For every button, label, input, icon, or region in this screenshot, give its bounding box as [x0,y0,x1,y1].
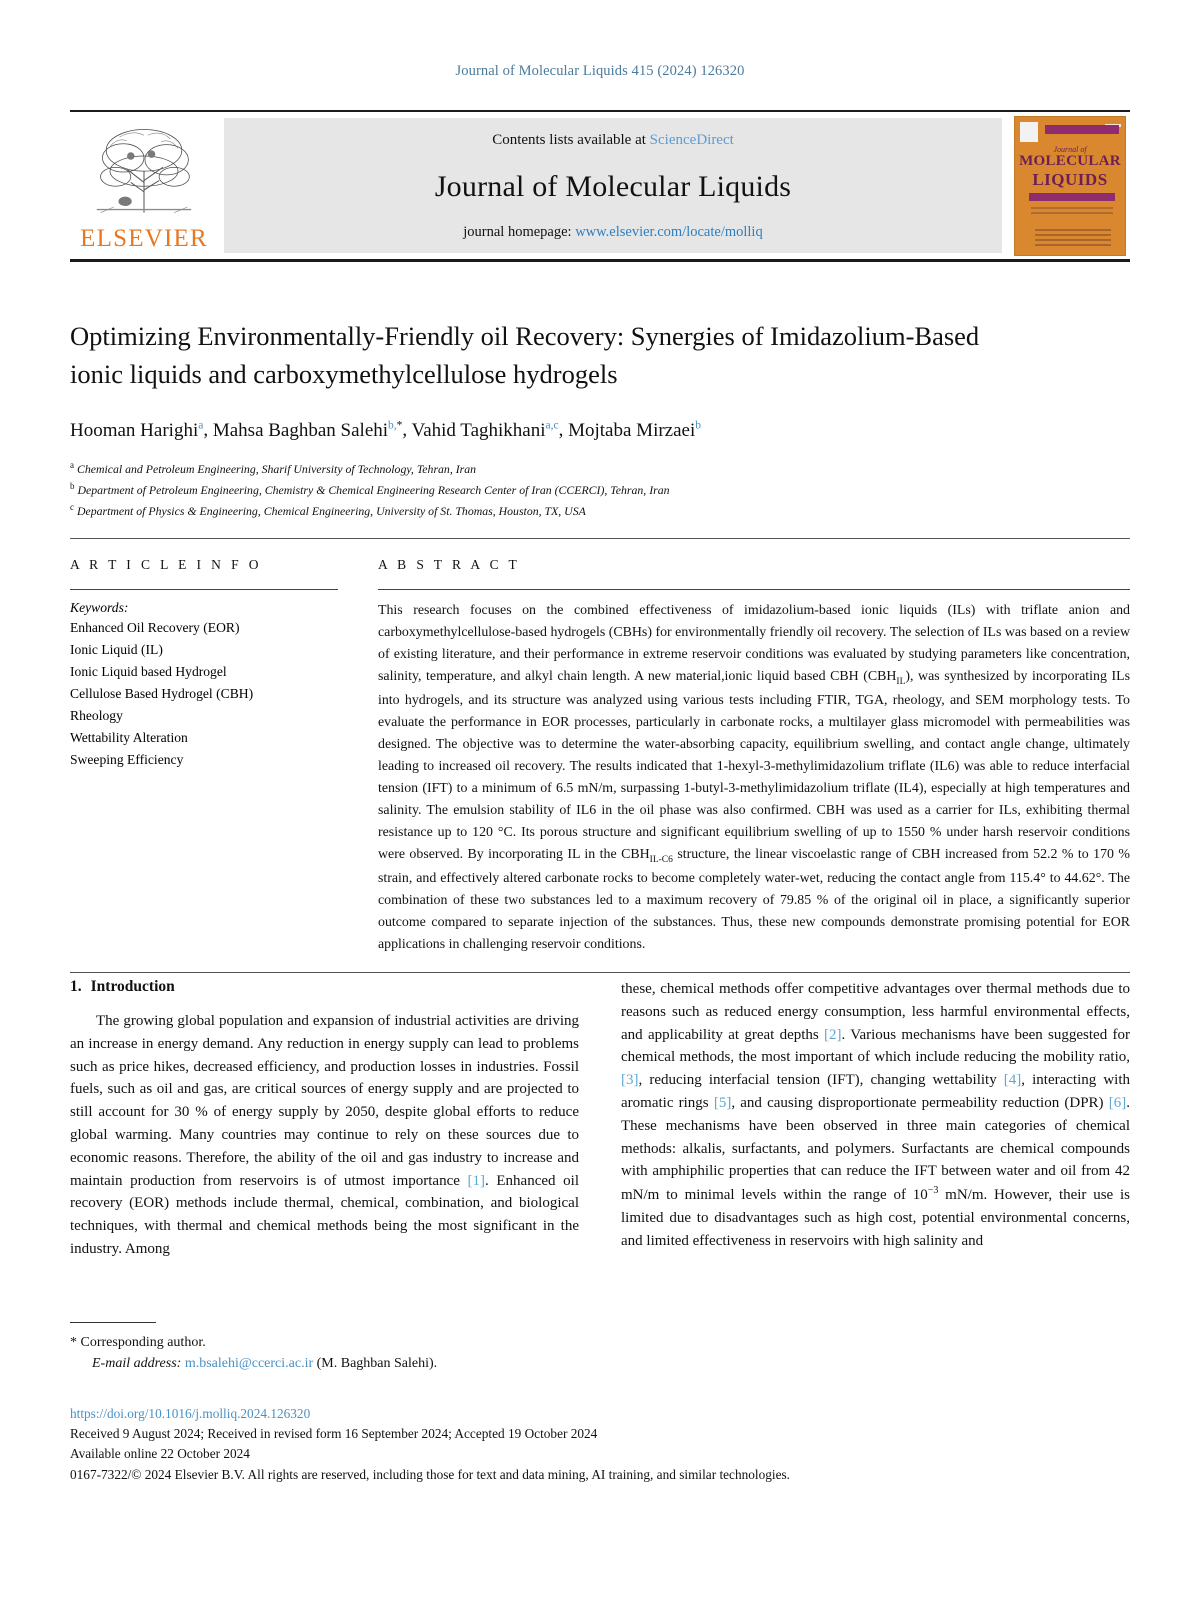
elsevier-tree-icon [88,122,200,224]
cover-subtitle-lines [1031,207,1113,217]
citation-ref-6[interactable]: [6] [1108,1094,1127,1111]
body-column-right [621,978,1130,1261]
affiliation-text: Department of Petroleum Engineering, Chemistry & Chemical Engineering Research Center of Iran (CCERCI), Tehran, Iran [77,483,670,498]
intro-right-text-4: , interacting with aromatic rings [621,1072,1130,1111]
affiliation-item [70,479,1020,500]
author-name: Mahsa Baghban Salehi [212,419,389,441]
author-entry [70,420,203,441]
affiliation-text: Department of Physics & Engineering, Chemical Engineering, University of St. Thomas, Houston, TX, USA [76,504,586,519]
page-title: Optimizing Environmentally-Friendly oil Recovery: Synergies of Imidazolium-Based ionic liquids and carboxymethylcellulose hydrogels [70,321,980,389]
intro-right-text-6: . These mechanisms have been observed in three main categories of chemical methods: alkalis, surfactants, and polymers. Surfactants are chemical compounds with amphiphilic properties that can reduce the IFT between water and oil from 42 mN/m to minimal levels within the range of 10 [621,1094,1130,1204]
journal-title: Journal of Molecular Liquids [434,169,792,203]
cover-liquids-text: LIQUIDS [1032,169,1108,189]
citation-ref-2[interactable]: [2] [824,1026,842,1043]
homepage-prefix: journal homepage: [463,224,576,240]
keywords-heading: Keywords: [70,600,129,615]
corresponding-author-footnote [70,1322,590,1374]
affiliation-item [70,500,1020,521]
abstract-subscript-ilc6: IL-C6 [649,854,673,865]
footnote-email-line [70,1353,590,1374]
affiliation-mark: a [70,460,74,471]
abstract-part-1: This research focuses on the combined effectiveness of imidazolium-based ionic liquids (ILs) with triflate anion and carboxymethylcellulose-based hydrogels (CBHs) for environmentally friendly oil recovery. The selection of ILs was based on a review of existing literature, and their performance in extreme reservoir conditions was evaluated by studying parameters like concentration, salinity, temperature, and alkyl chain length. A new material,ionic liquid based CBH (CBH [378,603,1130,685]
citation-ref-3[interactable]: [3] [621,1072,639,1089]
author-affil-mark: a [198,419,204,432]
cover-molecular-text: MOLECULAR [1019,152,1121,169]
affiliation-mark: b [70,481,75,492]
intro-right-text-7: mN/m. However, their use is limited due to disadvantages such as high cost, potential environmental concerns, and limited effectiveness in reservoirs with high salinity and [621,1187,1130,1249]
list-item: Rheology [70,708,123,724]
citation-ref-5[interactable]: [5] [713,1094,732,1111]
citation-ref-4[interactable]: [4] [1003,1072,1022,1089]
cover-editor-lines [1035,229,1111,249]
intro-left-text-2: . Enhanced oil recovery (EOR) methods include thermal, chemical, combination, and biological techniques, with thermal and chemical methods being the most significant in the industry. Among [70,1172,579,1257]
author-name: Vahid Taghikhani [411,419,546,441]
author-affil-mark [388,419,402,431]
list-item: Cellulose Based Hydrogel (CBH) [70,686,254,702]
article-info-rule [70,589,338,590]
intro-right-text-1: these, chemical methods offer competitive advantages over thermal methods due to reasons such as reduced energy consumption, less harmful environmental effects, and applicability at great depths [621,981,1130,1043]
abstract-label: A B S T R A C T [378,557,521,572]
publication-meta [70,1404,1070,1485]
list-item: Sweeping Efficiency [70,752,184,768]
author-affil-letters: b, [388,419,397,432]
author-affil-mark: a,c [545,419,559,432]
footnote-rule [70,1322,156,1323]
cover-journal-of-text: Journal of [1053,144,1087,154]
intro-paragraph-left [70,1010,579,1261]
abstract-subscript-il: IL [896,676,906,687]
doi-link[interactable]: https://doi.org/10.1016/j.molliq.2024.126320 [70,1406,311,1421]
keywords-list [70,617,338,771]
section-number: 1. [70,978,82,995]
sciencedirect-link[interactable]: ScienceDirect [649,132,734,148]
elsevier-wordmark: ELSEVIER [80,225,208,252]
journal-masthead [70,110,1130,262]
journal-homepage-link[interactable]: www.elsevier.com/locate/molliq [575,224,763,240]
cover-top-band [1045,125,1119,134]
body-columns [70,978,1130,1261]
footnote-star: * [70,1335,77,1350]
cover-foot-line [1037,244,1107,246]
intro-right-text-5: , and causing disproportionate permeability reduction (DPR) [731,1094,1109,1111]
cover-elsevier-mark [1020,122,1038,142]
list-item: Enhanced Oil Recovery (EOR) [70,620,240,635]
contents-prefix: Contents lists available at [492,132,650,148]
citation-ref-1[interactable]: [1] [467,1172,486,1189]
title-block [70,318,1020,522]
journal-homepage-line [463,224,762,241]
email-address-label: E-mail address: [92,1356,182,1371]
available-online-date: Available online 22 October 2024 [70,1446,250,1462]
intro-left-text-1: The growing global population and expansion of industrial activities are driving an increase in energy demand. Any reduction in energy supply can lead to problems such as price hikes, decreased efficiency, and production losses in industries. Fossil fuels, such as oil and gas, are critical sources of energy supply and are projected to still account for 30 % of energy supply by 2050, despite global efforts to reduce global warming. Many countries may continue to rely on these sources due to economic reasons. Therefore, the ability of the oil and gas industry to increase and maintain production from reservoirs is of utmost importance [70,1013,579,1189]
journal-cover-thumbnail [1010,118,1130,253]
received-dates: Received 9 August 2024; Received in revised form 16 September 2024; Accepted 19 October 2024 [70,1426,598,1442]
list-item: Ionic Liquid (IL) [70,642,163,658]
affiliation-list [70,458,1020,521]
author-entry [568,420,701,441]
author-entry [412,420,559,441]
author-affil-mark: b [695,419,702,432]
abstract-rule [378,589,1130,590]
abstract-part-2: ), was synthesized by incorporating ILs into hydrogels, and its structure was analyzed using various tests including FTIR, TGA, rheology, and SEM morphology tests. To evaluate the performance in EOR processes, particularly in carbonate rocks, a multilayer glass micromodel with permeabilities was designed. The objective was to determine the water-absorbing capacity, equilibrium swelling, and contact angle change, ultimately leading to increased oil recovery. The results indicated that 1-hexyl-3-methylimidazolium triflate (IL6) was able to reduce interfacial tension (IFT) to a minimum of 6.5 mN/m, surpassing 1-butyl-3-methylimidazolium triflate (IL4), especially at high temperatures and salinity. The emulsion stability of IL6 in the oil phase was also confirmed. CBH was used as a carrier for ILs, exhibiting thermal resistance up to 120 °C. Its porous structure and significant equilibrium swelling of up to 1550 % under harsh reservoir conditions were observed. By incorporating IL in the CBH [378,669,1130,863]
elsevier-logo [70,118,218,253]
author-name: Hooman Harighi [70,419,199,441]
author-name: Mojtaba Mirzaei [568,419,696,441]
affiliation-item [70,458,1020,479]
affiliation-text: Chemical and Petroleum Engineering, Sharif University of Technology, Tehran, Iran [76,462,477,477]
article-info-label: A R T I C L E I N F O [70,557,262,572]
abstract-column [378,557,1130,956]
running-head: Journal of Molecular Liquids 415 (2024) 126320 [455,63,745,79]
email-link[interactable]: m.bsalehi@ccerci.ac.ir [184,1356,314,1371]
author-entry [213,420,403,441]
affiliation-mark: c [70,502,74,513]
masthead-center-panel [224,118,1002,253]
copyright-line: 0167-7322/© 2024 Elsevier B.V. All rights are reserved, including those for text and data mining, AI training, and similar technologies. [70,1466,790,1482]
info-abstract-band [70,538,1130,973]
section-title: Introduction [90,978,175,995]
contents-list-line [492,132,734,149]
footnote-corresponding-text: Corresponding author. [80,1335,206,1350]
intro-right-text-2: . Various mechanisms have been suggested for chemical methods, the most important of which include reducing the mobility ratio, [621,1026,1130,1066]
email-owner: (M. Baghban Salehi). [316,1356,438,1371]
list-item: Ionic Liquid based Hydrogel [70,664,227,680]
cover-mid-band [1029,193,1115,201]
abstract-part-3: structure, the linear viscoelastic range of CBH increased from 52.2 % to 170 % strain, and effectively altered carbonate rocks to become completely water-wet, reducing the contact angle from 115.4° to 44.62°. The combination of these two substances led to a maximum recovery of 79.85 % of the original oil in place, a significantly superior outcome compared to separate injection of the substances. Thus, these new compounds demonstrate promising potential for EOR applications in challenging reservoir conditions. [378,847,1130,953]
section-heading-introduction [70,978,579,996]
abstract-text [378,600,1130,956]
intro-paragraph-right [621,978,1130,1253]
exponent-minus-three: −3 [927,1185,939,1197]
footnote-corresponding-line [70,1332,590,1353]
article-info-column [70,557,338,956]
intro-right-text-3: , reducing interfacial tension (IFT), changing wettability [638,1072,1004,1089]
body-column-left [70,978,579,1261]
corresponding-author-star: * [396,419,403,432]
author-list: Hooman Harighi$^a$, Mahsa Baghban Salehi$^{b,*}$, Vahid Taghikhani$^{a,c}$, Mojtaba Mirzaei$^b$ [70,419,702,441]
list-item: Wettability Alteration [70,730,188,746]
